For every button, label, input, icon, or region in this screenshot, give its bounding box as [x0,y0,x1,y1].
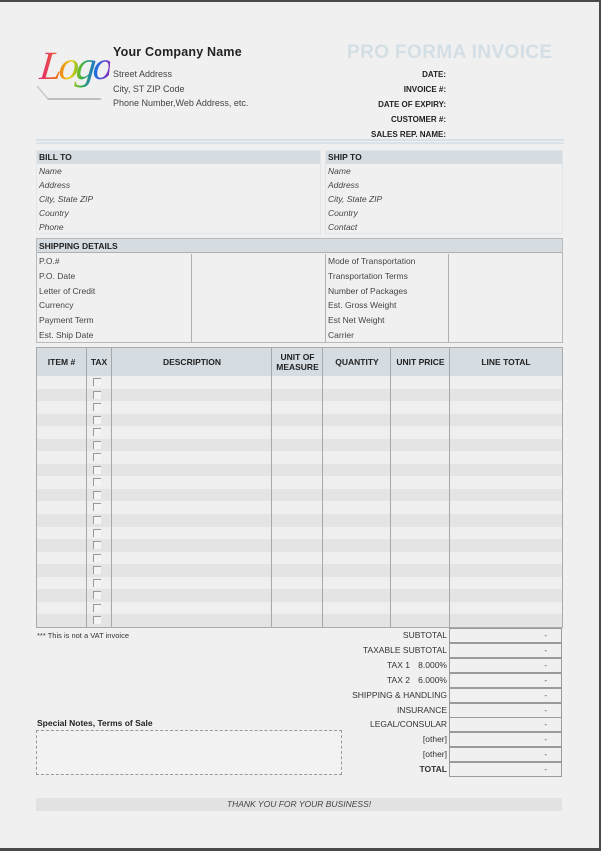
column-item-number: ITEM # [47,357,76,367]
ship-to-city-state-zip[interactable]: City, State ZIP [328,194,383,204]
table-row[interactable] [37,401,562,414]
bill-to-country[interactable]: Country [39,208,69,218]
tax-checkbox[interactable] [93,616,101,624]
shipping-left-values[interactable] [192,254,325,342]
customer-number-label: CUSTOMER #: [391,115,446,124]
table-header [37,348,562,376]
table-row[interactable] [37,564,562,577]
column-divider [271,348,272,627]
est-ship-date-label: Est. Ship Date [39,329,94,340]
gross-weight-label: Est. Gross Weight [328,300,397,311]
bill-to-phone[interactable]: Phone [39,222,64,232]
package-count-label: Number of Packages [328,285,408,296]
total-value-field[interactable]: - [449,703,562,718]
logo-text: Logo [37,43,113,88]
tax-checkbox[interactable] [93,591,101,599]
tax-checkbox[interactable] [93,416,101,424]
tax-checkbox[interactable] [93,529,101,537]
expiry-date-field[interactable] [449,99,562,110]
total-value-field[interactable]: - [449,747,562,762]
total-label: TAXABLE SUBTOTAL [362,644,447,655]
total-label: LEGAL/CONSULAR [370,719,447,730]
tax-checkbox[interactable] [93,503,101,511]
total-label: TOTAL [419,764,447,775]
ship-to-country[interactable]: Country [328,208,358,218]
column-tax: TAX [90,357,108,367]
ship-to-name[interactable]: Name [328,166,351,176]
company-contact: Phone Number,Web Address, etc. [113,98,249,108]
column-unit-price: UNIT PRICE [396,357,445,367]
tax-rate: 6.000% [418,674,447,685]
logo-shadow-icon [36,86,102,100]
bill-to-section [36,150,321,234]
table-row[interactable] [37,389,562,402]
table-row[interactable] [37,589,562,602]
tax-checkbox[interactable] [93,566,101,574]
tax-rate: 8.000% [418,659,447,670]
transport-terms-label: Transportation Terms [328,270,408,281]
table-row[interactable] [37,439,562,452]
column-quantity: QUANTITY [335,357,379,367]
ship-to-address[interactable]: Address [328,180,360,190]
tax-checkbox[interactable] [93,391,101,399]
shipping-details-heading: SHIPPING DETAILS [37,239,562,253]
table-row[interactable] [37,476,562,489]
bill-to-name[interactable]: Name [39,166,62,176]
expiry-date-label: DATE OF EXPIRY: [378,100,446,109]
total-label: TAX 1 [387,659,410,670]
ship-to-section [325,150,563,234]
tax-checkbox[interactable] [93,428,101,436]
bill-to-city-state-zip[interactable]: City, State ZIP [39,194,94,204]
total-label: SHIPPING & HANDLING [352,689,447,700]
total-value-field[interactable]: - [449,643,562,658]
po-date-label: P.O. Date [39,270,76,281]
total-value-field[interactable]: - [449,658,562,673]
window-frame-top [0,0,601,2]
table-row[interactable] [37,539,562,552]
column-unit-of-measure: UNIT OF MEASURE [276,352,319,372]
tax-checkbox[interactable] [93,378,101,386]
ship-to-heading: SHIP TO [326,151,562,164]
currency-label: Currency [39,300,74,311]
tax-checkbox[interactable] [93,441,101,449]
total-label: SUBTOTAL [402,630,447,640]
tax-checkbox[interactable] [93,478,101,486]
document-title: PRO FORMA INVOICE [347,42,553,63]
total-label: [other] [422,749,447,760]
carrier-label: Carrier [328,329,354,340]
bill-to-address[interactable]: Address [39,180,71,190]
total-value-field[interactable]: - [449,732,562,747]
table-row[interactable] [37,552,562,565]
total-value-field[interactable]: - [449,628,562,643]
date-label: DATE: [422,70,446,79]
ship-to-contact[interactable]: Contact [328,222,358,232]
total-value-field[interactable]: - [449,762,562,777]
net-weight-label: Est Net Weight [328,315,385,326]
table-row[interactable] [37,577,562,590]
tax-checkbox[interactable] [93,579,101,587]
table-row[interactable] [37,414,562,427]
table-row[interactable] [37,514,562,527]
table-row[interactable] [37,501,562,514]
bill-to-heading: BILL TO [37,151,320,164]
total-value-field[interactable]: - [449,717,562,732]
table-row[interactable] [37,464,562,477]
table-row[interactable] [37,451,562,464]
table-row[interactable] [37,426,562,439]
company-logo [37,40,113,108]
tax-checkbox[interactable] [93,541,101,549]
sales-rep-label: SALES REP. NAME: [371,130,446,139]
table-row[interactable] [37,376,562,389]
shipping-right-values[interactable] [449,254,562,342]
notes-label: Special Notes, Terms of Sale [37,718,153,728]
tax-checkbox[interactable] [93,491,101,499]
tax-checkbox[interactable] [93,516,101,524]
column-divider [322,348,323,627]
thank-you-banner: THANK YOU FOR YOUR BUSINESS! [36,798,562,811]
invoice-number-field[interactable] [449,84,562,95]
table-row[interactable] [37,527,562,540]
line-items-table [36,347,563,628]
column-divider [390,348,391,627]
column-divider [86,348,87,627]
tax-checkbox[interactable] [93,466,101,474]
shipping-left-labels [37,254,191,342]
payment-term-label: Payment Term [39,315,94,326]
company-street: Street Address [113,69,173,79]
customer-number-field[interactable] [449,114,562,125]
table-row[interactable] [37,602,562,615]
date-field[interactable] [449,69,562,80]
total-label: INSURANCE [396,704,447,715]
invoice-number-label: INVOICE #: [403,85,446,94]
total-label: TAX 2 [387,674,410,685]
tax-checkbox[interactable] [93,604,101,612]
column-description: DESCRIPTION [162,357,222,367]
header-divider [36,139,564,144]
transport-mode-label: Mode of Transportation [328,256,416,266]
notes-textarea[interactable] [36,730,342,775]
column-line-total: LINE TOTAL [481,357,531,367]
po-number-label: P.O.# [39,256,60,266]
tax-checkbox[interactable] [93,554,101,562]
company-city: City, ST ZIP Code [113,84,185,94]
table-row[interactable] [37,614,562,627]
company-name: Your Company Name [113,45,242,59]
column-divider [449,348,450,627]
shipping-right-labels [326,254,448,342]
total-label: [other] [422,734,447,745]
shipping-details-section [36,238,563,343]
table-body [37,376,562,627]
table-row[interactable] [37,489,562,502]
column-divider [111,348,112,627]
tax-checkbox[interactable] [93,453,101,461]
letter-of-credit-label: Letter of Credit [39,285,96,296]
vat-note: *** This is not a VAT invoice [37,631,129,640]
tax-checkbox[interactable] [93,403,101,411]
total-value-field[interactable]: - [449,673,562,688]
total-value-field[interactable]: - [449,688,562,703]
